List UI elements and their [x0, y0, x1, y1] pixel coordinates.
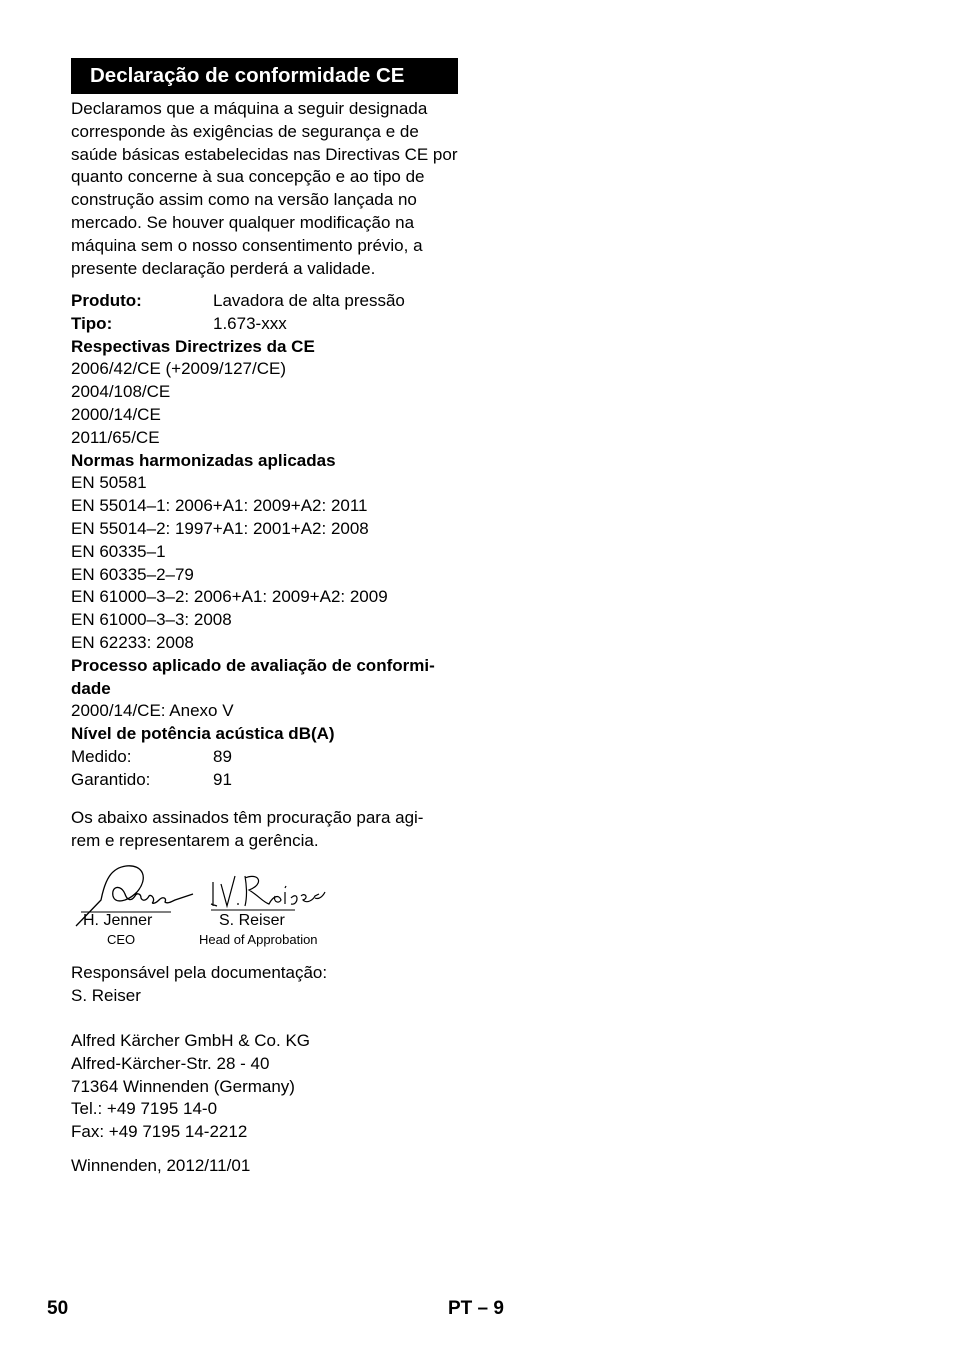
standard-item: EN 61000–3–3: 2008: [71, 610, 232, 630]
measured-label: Medido:: [71, 746, 132, 766]
product-label: Produto:: [71, 291, 142, 310]
signers-text: Os abaixo assinados têm procuração para agi-: [71, 808, 424, 827]
responsible-documentation: [71, 962, 461, 1008]
address-line: Alfred Kärcher GmbH & Co. KG: [71, 1031, 311, 1050]
place-date: [71, 1155, 461, 1178]
directive-item: 2006/42/CE (+2009/127/CE): [71, 359, 287, 379]
standard-item: EN 55014–1: 2006+A1: 2009+A2: 2011: [71, 496, 368, 516]
address-line: 71364 Winnenden (Germany): [71, 1076, 295, 1096]
responsible-label: Responsável pela documentação:: [71, 963, 328, 982]
type-row: [71, 313, 461, 336]
measured-row: [71, 746, 461, 769]
standard-item: EN 62233: 2008: [71, 632, 194, 652]
directive-item: 2011/65/CE: [71, 427, 160, 447]
measured-value: 89: [213, 746, 232, 766]
type-value: 1.673-xxx: [213, 313, 287, 333]
directive-item: 2000/14/CE: [71, 404, 161, 424]
page-number: 50: [47, 1298, 69, 1319]
standard-item: EN 50581: [71, 473, 147, 493]
sound-heading: Nível de potência acústica dB(A): [71, 724, 335, 744]
address-line: Alfred-Kärcher-Str. 28 - 40: [71, 1053, 270, 1073]
guaranteed-label: Garantido:: [71, 769, 151, 789]
directives-heading: Respectivas Directrizes da CE: [71, 336, 315, 356]
assessment-heading: Processo aplicado de avaliação de conformi-: [71, 655, 435, 675]
standard-item: EN 55014–2: 1997+A1: 2001+A2: 2008: [71, 518, 369, 538]
standards-heading: Normas harmonizadas aplicadas: [71, 450, 336, 470]
signer-name: S. Reiser: [219, 912, 285, 929]
signature-block: [71, 860, 371, 952]
section-page-label: PT – 9: [448, 1298, 504, 1319]
address-line: Fax: +49 7195 14-2212: [71, 1122, 248, 1142]
product-row: [71, 290, 461, 313]
product-value: Lavadora de alta pressão: [213, 291, 405, 310]
signers-statement: [71, 807, 461, 853]
guaranteed-value: 91: [213, 769, 232, 789]
guaranteed-row: [71, 769, 461, 792]
standard-item: EN 60335–1: [71, 541, 166, 561]
standard-item: EN 60335–2–79: [71, 564, 194, 584]
signers-text-cont: rem e representarem a gerência.: [71, 830, 319, 850]
signer-role: Head of Approbation: [199, 932, 318, 947]
responsible-name: S. Reiser: [71, 985, 141, 1005]
signer-role: CEO: [107, 932, 136, 947]
assessment-heading-cont: dade: [71, 678, 111, 698]
page-title: Declaração de conformidade CE: [71, 58, 458, 94]
date-text: Winnenden, 2012/11/01: [71, 1156, 251, 1175]
company-address: [71, 1030, 461, 1144]
standard-item: EN 61000–3–2: 2006+A1: 2009+A2: 2009: [71, 587, 388, 607]
type-label: Tipo:: [71, 313, 113, 333]
intro-paragraph: [71, 98, 461, 280]
specifications: [71, 290, 461, 792]
directive-item: 2004/108/CE: [71, 382, 171, 402]
address-line: Tel.: +49 7195 14-0: [71, 1099, 218, 1119]
intro-text: Declaramos que a máquina a seguir designada corresponde às exigências de segurança e de saúde básicas estabelecidas nas Directivas CE por quanto concerne à sua concepção e ao tipo de construção assim como na versão lançada no mercado. Se houver qualquer modificação na máquina sem o nosso consentimento prévio, a presente declaração perderá a validade.: [71, 99, 458, 278]
signer-name: H. Jenner: [83, 912, 153, 929]
assessment-value: 2000/14/CE: Anexo V: [71, 701, 234, 721]
